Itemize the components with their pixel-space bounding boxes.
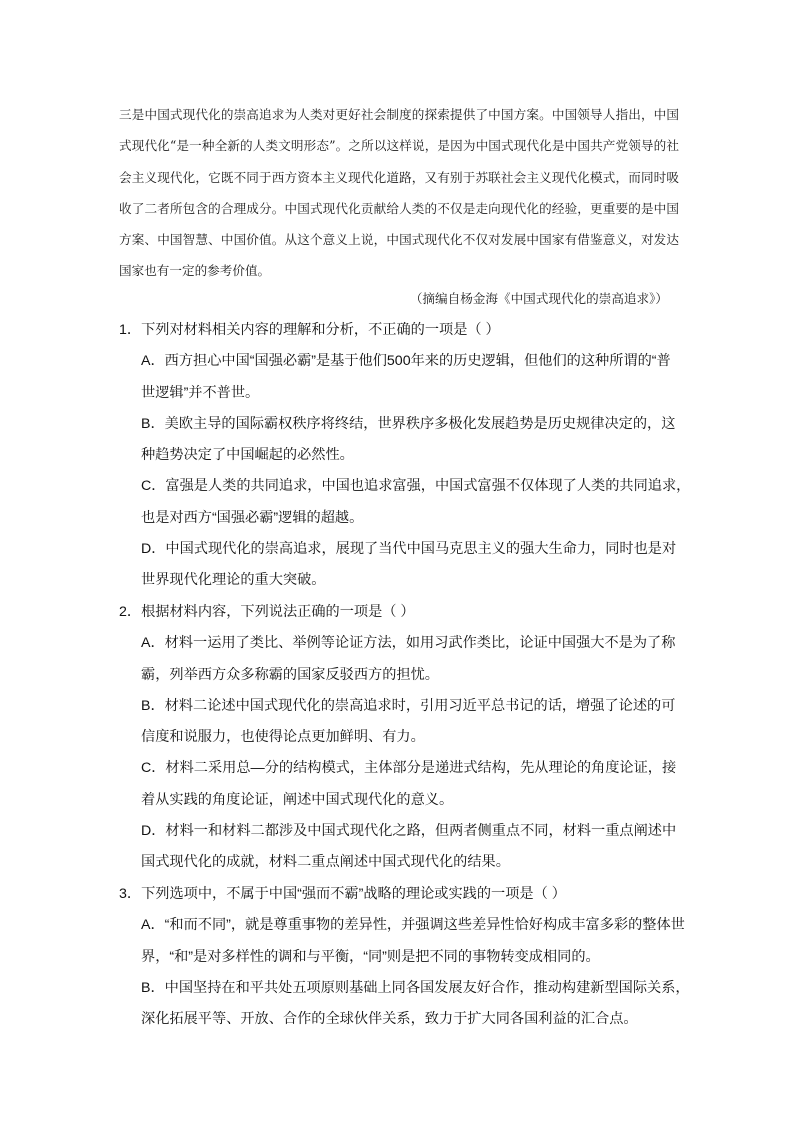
question-2-option-a-line-1: A．材料一运用了类比、举例等论证方法，如用习武作类比，论证中国强大不是为了称 bbox=[141, 635, 676, 652]
question-3-stem: 3．下列选项中，不属于中国“强而不霸”战略的理论或实践的一项是（ ） bbox=[119, 886, 566, 902]
question-2 bbox=[119, 597, 694, 879]
question-1-option-b-line-1: B．美欧主导的国际霸权秩序将终结，世界秩序多极化发展趋势是历史规律决定的，这 bbox=[141, 415, 676, 432]
question-3-option-b-line-2: 深化拓展平等、开放、合作的全球伙伴关系，致力于扩大同各国利益的汇合点。 bbox=[141, 1011, 638, 1028]
question-2-option-b-line-2: 信度和说服力，也使得论点更加鲜明、有力。 bbox=[141, 729, 425, 746]
question-3-option-a-line-1: A．“和而不同”，就是尊重事物的差异性，并强调这些差异性恰好构成丰富多彩的整体世 bbox=[141, 917, 685, 934]
question-2-option-c-line-1: C．材料二采用总—分的结构模式，主体部分是递进式结构，先从理论的角度论证，接 bbox=[141, 760, 677, 777]
question-2-option-b-line-1: B．材料二论述中国式现代化的崇高追求时，引用习近平总书记的话，增强了论述的可 bbox=[141, 697, 676, 714]
question-2-option-c-line-2: 着从实践的角度论证，阐述中国式现代化的意义。 bbox=[141, 791, 454, 808]
question-3-option-b-line-1: B．中国坚持在和平共处五项原则基础上同各国发展友好合作，推动构建新型国际关系， bbox=[141, 979, 690, 996]
question-3 bbox=[119, 879, 694, 1035]
question-1-option-c-line-1: C．富强是人类的共同追求，中国也追求富强，中国式富强不仅体现了人类的共同追求， bbox=[141, 478, 691, 495]
question-1-option-d-line-1: D．中国式现代化的崇高追求，展现了当代中国马克思主义的强大生命力，同时也是对 bbox=[141, 541, 677, 558]
question-1-option-a-line-2: 世逻辑”并不普世。 bbox=[141, 384, 260, 401]
question-2-option-a-line-2: 霸，列举西方众多称霸的国家反驳西方的担忧。 bbox=[141, 666, 439, 683]
question-1-option-a-line-1: A．西方担心中国“国强必霸”是基于他们500年来的历史逻辑，但他们的这种所谓的“普 bbox=[141, 353, 671, 370]
question-1 bbox=[119, 315, 694, 597]
question-2-option-d-line-2: 国式现代化的成就，材料二重点阐述中国式现代化的结果。 bbox=[141, 854, 510, 871]
question-1-stem: 1．下列对材料相关内容的理解和分析，不正确的一项是（ ） bbox=[119, 322, 500, 338]
passage-source: （摘编自杨金海《中国式现代化的崇高追求》） bbox=[409, 291, 668, 306]
question-3-option-a-line-2: 界，“和”是对多样性的调和与平衡，“同”则是把不同的事物转变成相同的。 bbox=[141, 948, 600, 965]
question-1-option-c-line-2: 也是对西方“国强必霸”逻辑的超越。 bbox=[141, 509, 364, 526]
question-2-stem: 2．根据材料内容，下列说法正确的一项是（ ） bbox=[119, 604, 415, 620]
question-1-option-b-line-2: 种趋势决定了中国崛起的必然性。 bbox=[141, 447, 354, 464]
passage-paragraph: 三是中国式现代化的崇高追求为人类对更好社会制度的探索提供了中国方案。中国领导人指出，中国式现代化“是一种全新的人类文明形态”。之所以这样说，是因为中国式现代化是中国共产党领导的社会主义现代化，它既不同于西方资本主义现代化道路，又有别于苏联社会主义现代化模式，而同时吸收了二者所包含的合理成分。中国式现代化贡献给人类的不仅是走向现代化的经验，更重要的是中国方案、中国智慧、中国价值。从这个意义上说，中国式现代化不仅对发展中国家有借鉴意义，对发达国家也有一定的参考价值。 bbox=[119, 107, 679, 279]
question-1-option-d-line-2: 世界现代化理论的重大突破。 bbox=[141, 572, 326, 589]
question-2-option-d-line-1: D．材料一和材料二都涉及中国式现代化之路，但两者侧重点不同，材料一重点阐述中 bbox=[141, 823, 677, 840]
